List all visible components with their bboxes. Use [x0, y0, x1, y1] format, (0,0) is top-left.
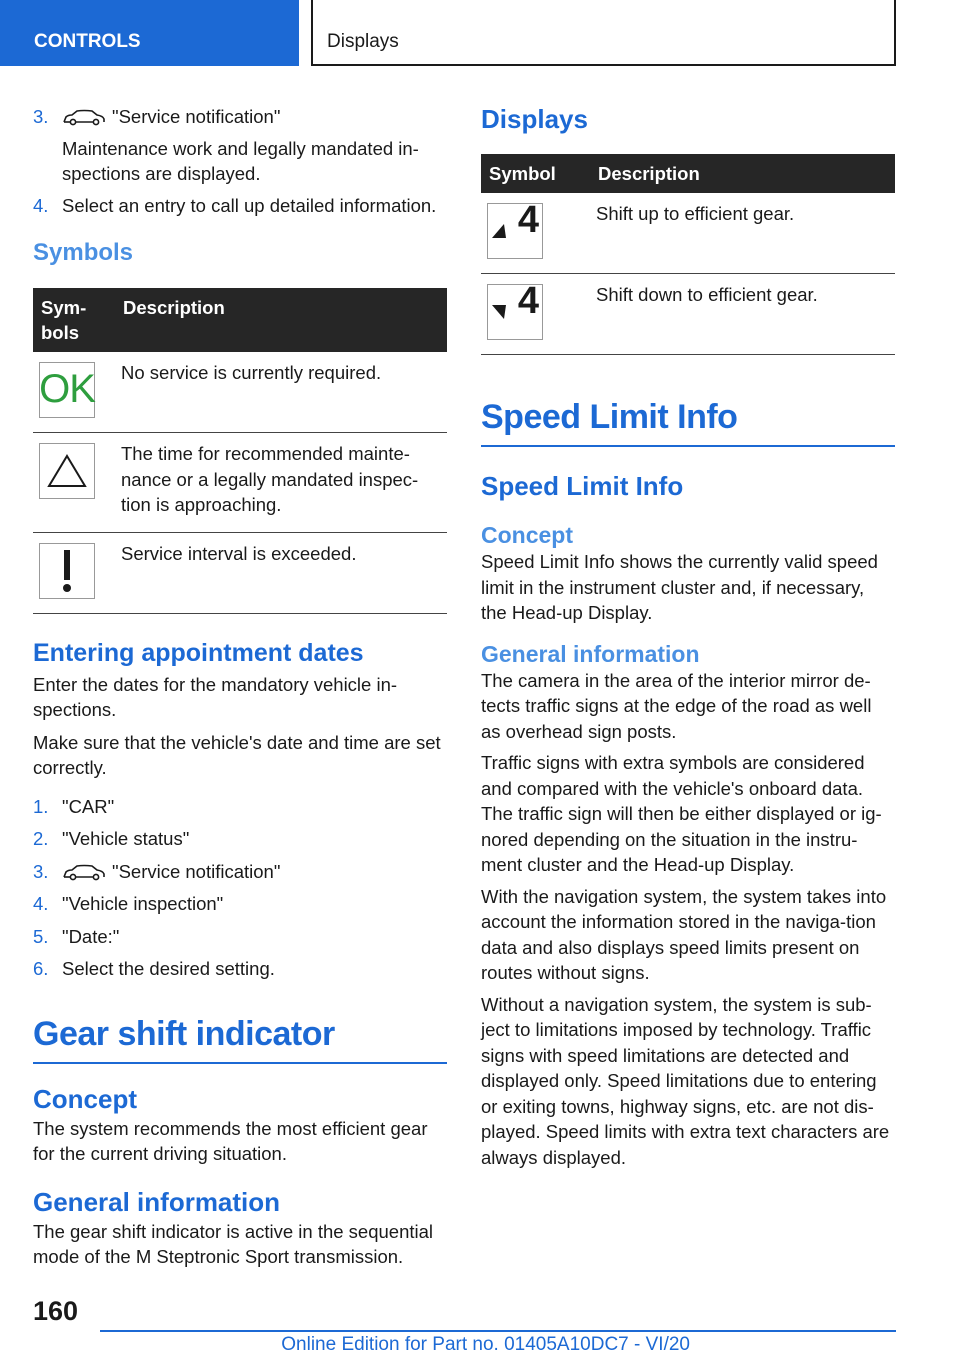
symbols-heading: Symbols: [33, 239, 134, 266]
shift-down-icon: 4: [487, 284, 543, 340]
general-info-heading: General information: [33, 1186, 281, 1217]
exclamation-icon: [39, 543, 95, 599]
shift-up-icon: 4: [487, 203, 543, 259]
gear-shift-heading: Gear shift indicator: [33, 1012, 447, 1064]
list-item: 1. "CAR": [33, 795, 115, 817]
general-info-paragraph-4: Without a navigation system, the system is sub‐ject to limitations imposed by technology. Traffic signs with speed limitations are detected and displayed only. Speed limitations due to entering or exiting towns, highway signs, etc. are not dis‐played. Speed limits with extra text characters are always displayed.: [481, 993, 890, 1168]
step-subtext: Maintenance work and legally mandated in‐spections are displayed.: [62, 137, 419, 184]
footer-divider: [100, 1330, 896, 1332]
appointments-heading: Entering appointment dates: [33, 638, 364, 667]
concept-paragraph: Speed Limit Info shows the currently valid speed limit in the instrument cluster and, if necessary, the Head-up Display.: [481, 551, 878, 623]
chapter-title: Displays: [311, 0, 896, 66]
displays-table: [481, 154, 895, 355]
car-icon: [62, 864, 106, 882]
table-cell-description: Service interval is exceeded.: [115, 532, 447, 613]
car-icon: [62, 109, 106, 127]
general-info-paragraph: The gear shift indicator is active in the sequential mode of the M Steptronic Sport transmission.: [33, 1220, 434, 1267]
table-row: [33, 433, 447, 533]
table-row: [481, 193, 895, 274]
step-number: 4.: [33, 194, 49, 216]
step-text: "Service notification": [112, 106, 281, 127]
speed-limit-subheading: Speed Limit Info: [481, 471, 684, 501]
table-cell-description: Shift down to efficient gear.: [590, 274, 895, 355]
table-row: [33, 532, 447, 613]
right-column: [481, 100, 895, 1170]
table-header-symbol: Symbol: [481, 154, 590, 193]
concept-heading: Concept: [33, 1083, 137, 1114]
speed-limit-heading: Speed Limit Info: [481, 395, 895, 447]
list-item: 5. "Date:": [33, 925, 120, 947]
step-number: 3.: [33, 106, 49, 127]
list-item: 4. "Vehicle inspection": [33, 893, 224, 914]
ok-icon: OK: [39, 362, 95, 418]
list-item: 6. Select the desired setting.: [33, 958, 275, 979]
table-row: [33, 352, 447, 433]
general-info-heading: General information: [481, 640, 700, 667]
list-item: [33, 193, 447, 219]
concept-heading: Concept: [481, 522, 573, 548]
table-row: [481, 274, 895, 355]
left-column: [33, 100, 447, 1270]
table-header-description: Description: [590, 154, 895, 193]
general-info-paragraph-2: Traffic signs with extra symbols are considered and compared with the vehicle's onboard data. The traffic sign will then be either displayed or ig‐nored depending on the situation in the instru‐ment cluster and the Head-up Display.: [481, 752, 882, 875]
section-title: CONTROLS: [0, 0, 299, 66]
displays-heading: Displays: [481, 104, 588, 134]
table-cell-description: Shift up to efficient gear.: [590, 193, 895, 274]
appointments-paragraph-2: Make sure that the vehicle's date and time are set correctly.: [33, 731, 441, 778]
general-info-paragraph-1: The camera in the area of the interior mirror de‐tects traffic signs at the edge of the road as well as overhead sign posts.: [481, 669, 872, 742]
list-item: 2. "Vehicle status": [33, 828, 190, 849]
table-header-description: Description: [115, 288, 447, 352]
page-number: 160: [33, 1296, 79, 1326]
step-text: Select an entry to call up detailed information.: [62, 194, 437, 216]
general-info-paragraph-3: With the navigation system, the system takes into account the information stored in the naviga‐tion data and also displays speed limits present on routes without signs.: [481, 885, 887, 983]
appointments-paragraph-1: Enter the dates for the mandatory vehicle in‐spections.: [33, 673, 398, 720]
service-steps-list: [33, 104, 447, 218]
page-header: [0, 0, 960, 66]
list-item: [33, 104, 447, 187]
concept-paragraph: The system recommends the most efficient gear for the current driving situation.: [33, 1117, 428, 1164]
list-item: 3. "Service notification": [33, 860, 281, 882]
symbols-table: [33, 288, 447, 614]
table-cell-description: No service is currently required.: [115, 352, 447, 433]
table-cell-description: The time for recommended mainte‐nance or a legally mandated inspec‐tion is approaching.: [115, 433, 447, 533]
warning-triangle-icon: [39, 443, 95, 499]
table-header-symbol: Sym‐bols: [33, 288, 115, 352]
edition-info: Online Edition for Part no. 01405A10DC7 - VI/20: [281, 1334, 690, 1355]
appointment-steps-list: [33, 794, 447, 982]
